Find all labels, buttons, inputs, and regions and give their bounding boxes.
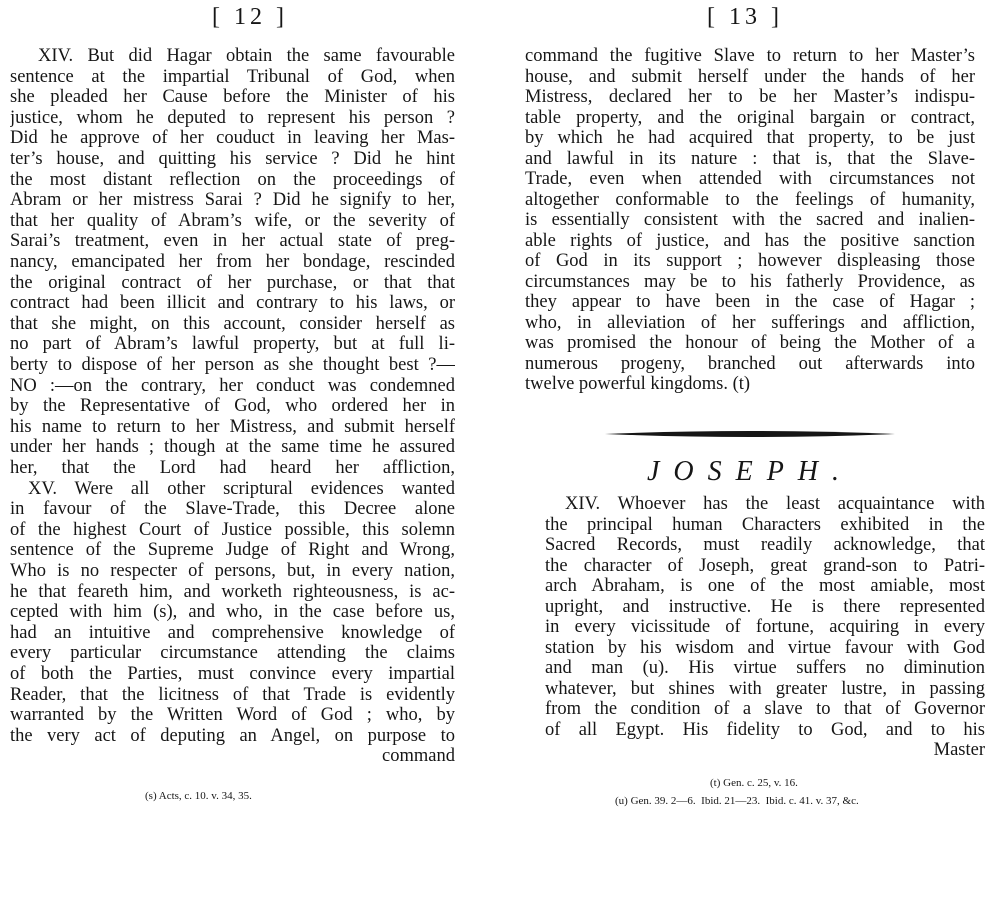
page-number: [ 13 ] [707, 4, 783, 30]
text-line: was promised the honour of being the Mother of a [525, 333, 975, 353]
text-line: sentence of the Supreme Judge of Right and Wrong, [10, 540, 455, 561]
text-line: twelve powerful kingdoms. (t) [525, 374, 751, 394]
text-line: sentence at the impartial Tribunal of God, when [10, 66, 455, 87]
text-line: numerous progeny, branched out afterwards into [525, 353, 975, 374]
text-line: command the fugitive Slave to return to her Master’s [525, 46, 975, 66]
text-line: Master [933, 740, 985, 760]
text-line: Reader, that the licitness of that Trade is evidently [10, 684, 455, 705]
text-line: had an intuitive and comprehensive knowledge of [10, 622, 455, 643]
text-line: Sacred Records, must readily acknowledge, that [545, 535, 985, 555]
footnote: (t) Gen. c. 25, v. 16. [710, 777, 798, 789]
text-line: circumstances may be to his fatherly Providence, as [525, 271, 975, 292]
text-line: no part of Abram’s lawful property, but at full li- [10, 334, 455, 355]
text-line: arch Abraham, is one of the most amiable, most [545, 576, 985, 596]
text-line: station by his wisdom and virtue favour with God [545, 637, 985, 658]
text-line: Did he approve of her couduct in leaving her Mas- [10, 128, 455, 149]
right-page [500, 0, 1000, 903]
text-line: berty to dispose of her person as she thought best ?— [10, 355, 455, 375]
text-line: the very act of deputing an Angel, on purpose to [10, 725, 455, 746]
text-line: upright, and instructive. He is there represented [545, 596, 985, 617]
text-line: of both the Parties, must convince every impartial [10, 664, 455, 684]
text-line: who, in alleviation of her sufferings and affliction, [525, 312, 975, 333]
footnote: (s) Acts, c. 10. v. 34, 35. [145, 790, 252, 802]
text-line: Trade, even when attended with circumstances not [525, 169, 975, 189]
text-line: that her quality of Abram’s wife, or the severity of [10, 210, 455, 231]
text-line: is essentially consistent with the sacred and inalien- [525, 210, 975, 230]
text-line: altogether conformable to the feelings of humanity, [525, 189, 975, 210]
text-line: her, that the Lord had heard her affliction, [10, 458, 455, 478]
footnote: (u) Gen. 39. 2—6. Ibid. 21—23. Ibid. c. 41. v. 37, &c. [615, 795, 859, 807]
text-line: by which he had acquired that property, to be just [525, 128, 975, 148]
text-line: cepted with him (s), and who, in the case before us, [10, 602, 455, 623]
text-line: every particular circumstance attending the claims [10, 643, 455, 664]
text-line: in favour of the Slave-Trade, this Decree alone [10, 499, 455, 520]
text-line: Mistress, declared her to be her Master’s indispu- [525, 87, 975, 107]
text-line: he that feareth him, and worketh righteousness, is ac- [10, 581, 455, 602]
section-heading: JOSEPH. [646, 456, 854, 487]
page-number: [ 12 ] [212, 4, 288, 30]
text-line: the principal human Characters exhibited in the [545, 514, 985, 535]
text-line: XIV. Whoever has the least acquaintance with [565, 494, 985, 514]
text-line: that she might, on this account, consider herself as [10, 313, 455, 334]
text-line: house, and submit herself under the hands of her [525, 66, 975, 87]
text-line: the original contract of her purchase, or that that [10, 272, 455, 293]
text-line: from the condition of a slave to that of Governor [545, 699, 985, 719]
text-line: under her hands ; though at the same time he assured [10, 437, 455, 458]
text-line: Sarai’s treatment, even in her actual state of preg- [10, 231, 455, 252]
text-line: whatever, but shines with greater lustre, in passing [545, 678, 985, 699]
text-line: command [382, 746, 455, 767]
text-line: the most distant reflection on the proceedings of [10, 169, 455, 190]
text-line: XIV. But did Hagar obtain the same favourable [38, 46, 455, 66]
text-line: table property, and the original bargain or contract, [525, 107, 975, 128]
text-line: able rights of justice, and has the positive sanction [525, 230, 975, 251]
text-line: ter’s house, and quitting his service ? Did he hint [10, 149, 455, 169]
text-line: his name to return to her Mistress, and submit herself [10, 416, 455, 437]
section-divider-rule [605, 430, 895, 438]
text-line: Who is no respecter of persons, but, in every nation, [10, 561, 455, 581]
text-line: contract had been illicit and contrary to his laws, or [10, 293, 455, 314]
text-line: Abram or her mistress Sarai ? Did he signify to her, [10, 190, 455, 211]
text-line: nancy, emancipated her from her bondage, rescinded [10, 252, 455, 272]
text-line: in every vicissitude of fortune, acquiring in every [545, 617, 985, 637]
text-line: and man (u). His virtue suffers no diminution [545, 658, 985, 678]
text-line: warranted by the Written Word of God ; who, by [10, 705, 455, 726]
text-line: of all Egypt. His fidelity to God, and to his [545, 719, 985, 740]
text-line: she pleaded her Cause before the Minister of his [10, 87, 455, 108]
text-line: and lawful in its nature : that is, that the Slave- [525, 148, 975, 169]
text-line: XV. Were all other scriptural evidences wanted [28, 478, 455, 499]
text-line: by the Representative of God, who ordered her in [10, 396, 455, 417]
text-line: of God in its support ; however displeasing those [525, 251, 975, 271]
text-line: they appear to have been in the case of Hagar ; [525, 292, 975, 312]
text-line: NO :—on the contrary, her conduct was condemned [10, 375, 455, 396]
text-line: the character of Joseph, great grand-son to Patri- [545, 555, 985, 576]
text-line: justice, whom he deputed to represent his person ? [10, 107, 455, 128]
text-line: of the highest Court of Justice possible, this solemn [10, 519, 455, 540]
